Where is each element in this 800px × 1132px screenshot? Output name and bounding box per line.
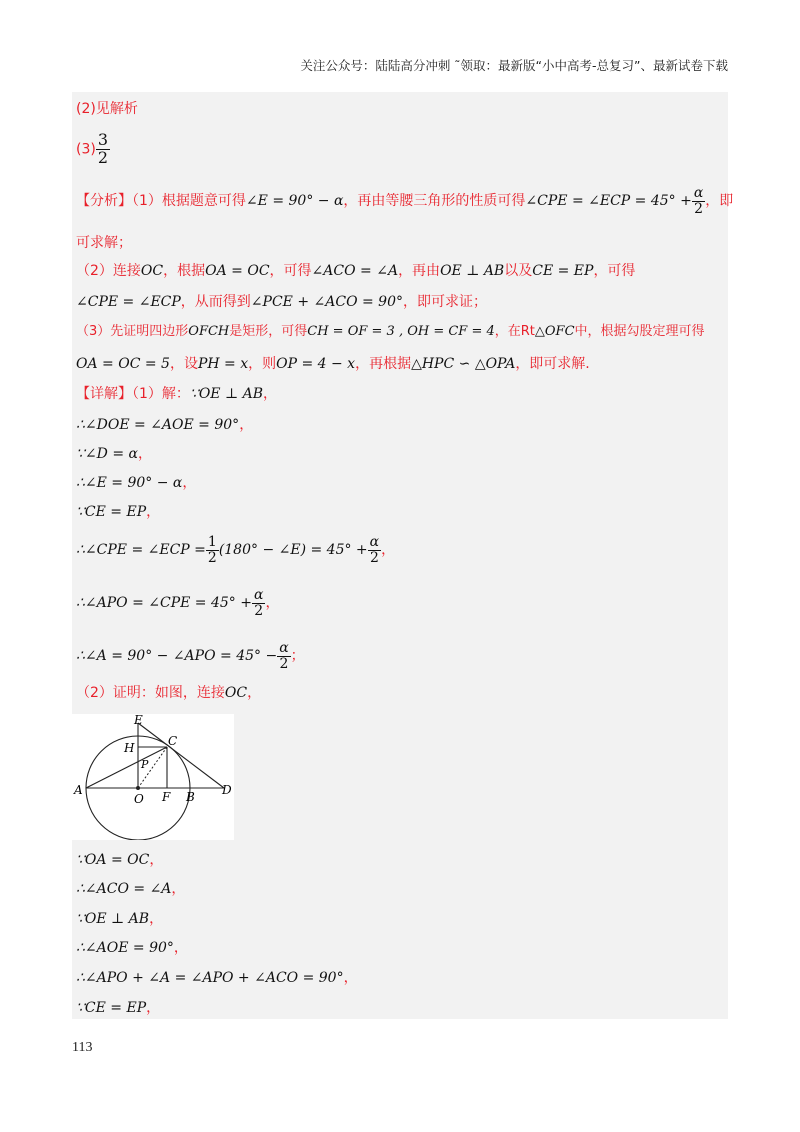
text: ，即可求证； <box>403 294 487 310</box>
text: 以及 <box>504 263 533 279</box>
text: ，即可求解. <box>515 356 590 372</box>
text: ， <box>146 504 161 520</box>
analysis-tag: 【分析】 <box>76 193 132 210</box>
math: △HPC ∽ △OPA <box>411 356 516 372</box>
point-O <box>136 786 140 790</box>
fraction-numerator: 3 <box>97 130 109 149</box>
text: ； <box>290 648 305 665</box>
label-F: F <box>162 790 171 804</box>
detail-line-3 <box>76 447 152 461</box>
page-header: 关注公众号：陆陆高分冲刺 ˜领取：最新版“小中高考-总复习”、最新试卷下载 <box>300 58 728 73</box>
math: ∵CE = EP <box>76 504 147 520</box>
analysis-line-1 <box>76 186 733 216</box>
math: ∴∠APO + ∠A = ∠APO + ∠ACO = 90° <box>76 970 344 986</box>
fraction-denominator: 2 <box>254 602 264 619</box>
math: OE ⊥ AB <box>440 263 505 279</box>
math: ∴∠DOE = ∠AOE = 90° <box>76 417 240 433</box>
label-B: B <box>186 790 195 804</box>
math: △OFC <box>534 324 575 339</box>
fraction-numerator: α <box>369 534 380 550</box>
math: ∵∠D = α <box>76 446 138 462</box>
alpha-fraction <box>252 588 265 618</box>
math: ∠PCE + ∠ACO = 90° <box>250 294 403 310</box>
math: ∠ACO = ∠A <box>311 263 399 279</box>
math: OP = 4 − x <box>276 356 356 372</box>
math: ∠CPE = ∠ECP = 45° + <box>525 193 692 210</box>
fraction-denominator: 2 <box>207 549 217 566</box>
text: （2）连接 <box>76 263 141 279</box>
text: （3）先证明四边形 <box>76 324 189 339</box>
math: ∴∠A = 90° − ∠APO = 45° − <box>76 648 278 665</box>
fraction-numerator: 1 <box>207 534 217 550</box>
math: CH = OF = 3 , OH = CF = 4 <box>307 324 495 339</box>
detail-line-5 <box>76 505 160 519</box>
text: 中，根据勾股定理可得 <box>574 324 705 339</box>
math: OC <box>224 685 248 701</box>
text: ，再由 <box>398 263 441 279</box>
math: (180° − ∠E) = 45° + <box>218 542 368 559</box>
proof-line-1 <box>76 853 163 867</box>
answer-3 <box>76 132 110 167</box>
analysis-line-5 <box>76 325 705 338</box>
text: ，从而得到 <box>180 294 251 310</box>
answer-3-prefix: (3) <box>76 141 96 158</box>
math: OA = OC = 5 <box>76 356 170 372</box>
proof-line-2 <box>76 882 185 896</box>
text: ，根据 <box>163 263 206 279</box>
page-number: 113 <box>72 1040 93 1055</box>
math: ∴∠APO = ∠CPE = 45° + <box>76 595 252 612</box>
text: ， <box>265 595 280 612</box>
math: ∴∠ACO = ∠A <box>76 881 172 897</box>
detail-line-6 <box>76 535 395 565</box>
text: ， <box>381 542 396 559</box>
text: ，再根据 <box>355 356 412 372</box>
math: ∵OA = OC <box>76 852 150 868</box>
label-D: D <box>222 783 232 797</box>
math: ∵OE ⊥ AB <box>189 386 263 402</box>
text: ， <box>149 911 164 927</box>
label-H: H <box>124 741 135 755</box>
detail-line-7 <box>76 588 279 618</box>
analysis-line-6 <box>76 357 590 371</box>
proof-line-4 <box>76 941 188 955</box>
math: ∴∠CPE = ∠ECP = <box>76 542 206 559</box>
answer-2: (2)见解析 <box>76 101 138 117</box>
geometry-diagram <box>72 714 234 840</box>
proof-line-5 <box>76 971 358 985</box>
text: （1）根据题意可得 <box>132 193 246 210</box>
analysis-line-2: 可求解； <box>76 235 132 251</box>
label-P: P <box>141 758 149 771</box>
math: PH = x <box>197 356 249 372</box>
fraction-numerator: α <box>693 185 704 201</box>
alpha-fraction <box>368 535 381 565</box>
analysis-line-4 <box>76 295 487 309</box>
label-A: A <box>74 783 83 797</box>
text: ，则 <box>248 356 277 372</box>
geometry-figure <box>72 714 234 840</box>
text: ， <box>149 852 164 868</box>
half-fraction <box>206 535 219 565</box>
proof-line-3 <box>76 912 163 926</box>
fraction-numerator: α <box>279 640 289 656</box>
text: ，在Rt <box>494 324 535 339</box>
alpha-fraction <box>692 186 705 216</box>
math: ∴∠AOE = 90° <box>76 940 174 956</box>
text: ， <box>239 417 254 433</box>
detail-tag: 【详解】 <box>76 386 132 402</box>
answer-3-fraction <box>96 132 110 167</box>
label-O: O <box>134 792 144 806</box>
math: ∠E = 90° − α <box>245 193 344 210</box>
text: 是矩形，可得 <box>229 324 308 339</box>
math: CE = EP <box>532 263 594 279</box>
fraction-numerator: α <box>253 587 264 603</box>
detail-line-1 <box>76 387 277 401</box>
math: OC <box>140 263 164 279</box>
proof-2-line <box>76 686 261 700</box>
text: （1）解： <box>132 386 190 402</box>
fraction-denominator: 2 <box>97 147 109 167</box>
text: ，再由等腰三角形的性质可得 <box>343 193 526 210</box>
fraction-denominator: 2 <box>694 200 704 217</box>
text: ， <box>247 685 262 701</box>
text: ，可得 <box>593 263 636 279</box>
text: ，可得 <box>269 263 312 279</box>
text: ，即 <box>705 193 734 210</box>
math: ∵CE = EP <box>76 1000 147 1016</box>
label-E: E <box>134 714 143 727</box>
text: ， <box>263 386 277 402</box>
math: ∠CPE = ∠ECP <box>76 294 181 310</box>
math: OA = OC <box>205 263 270 279</box>
label-C: C <box>168 734 178 748</box>
proof-line-6 <box>76 1001 160 1015</box>
fraction-denominator: 2 <box>369 549 379 566</box>
detail-line-2 <box>76 418 253 432</box>
text: ， <box>173 940 188 956</box>
math: OFCH <box>188 324 230 339</box>
detail-line-8 <box>76 641 305 671</box>
text: ， <box>171 881 186 897</box>
detail-line-4 <box>76 476 196 490</box>
content-area <box>72 92 734 1019</box>
alpha-fraction <box>277 641 290 671</box>
text: （2）证明：如图，连接 <box>76 685 225 701</box>
text: ， <box>343 970 358 986</box>
math: ∴∠E = 90° − α <box>76 475 183 491</box>
analysis-line-3 <box>76 264 635 278</box>
math: ∵OE ⊥ AB <box>76 911 150 927</box>
fraction-denominator: 2 <box>279 655 289 672</box>
text: ， <box>146 1000 161 1016</box>
text: ， <box>182 475 197 491</box>
text: ， <box>137 446 152 462</box>
text: ，设 <box>169 356 198 372</box>
